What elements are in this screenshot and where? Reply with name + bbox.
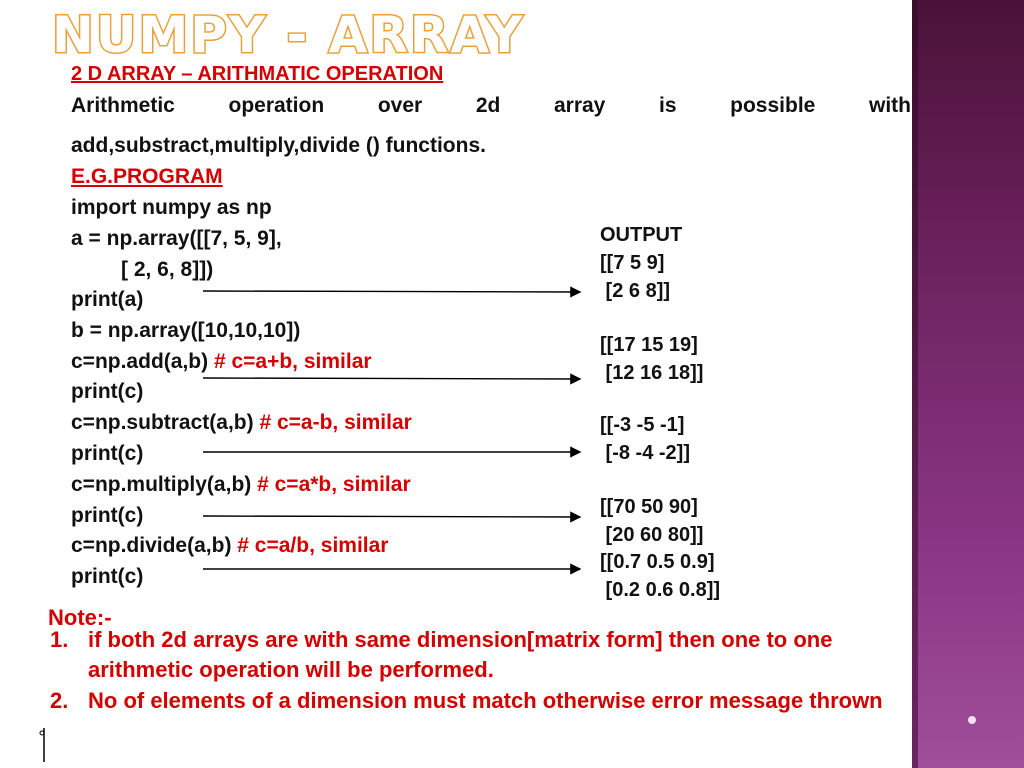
intro-word: array (553, 94, 606, 117)
code-line: import numpy as np (71, 196, 272, 219)
code-comment: # c=a+b, similar (213, 350, 372, 373)
note-number: 2. (50, 688, 69, 713)
code-line: [ 2, 6, 8]]) (121, 258, 214, 281)
code-statement: c=np.subtract(a,b) (71, 411, 254, 434)
intro-word: 2d (475, 94, 501, 117)
code-line: print(c) (71, 442, 144, 465)
section-heading: 2 D ARRAY – ARITHMATIC OPERATION (71, 63, 444, 85)
arrow-print-add (203, 378, 580, 379)
code-comment: # c=a-b, similar (259, 411, 412, 434)
code-statement: c=np.divide(a,b) (71, 534, 232, 557)
output-line: [0.2 0.6 0.8]] (600, 579, 721, 601)
output-line: [[70 50 90] (600, 496, 698, 518)
code-statement: c=np.multiply(a,b) (71, 473, 252, 496)
code-line: a = np.array([[7, 5, 9], (71, 227, 282, 250)
slide-title: NUMPY - ARRAY (52, 6, 525, 64)
output-line: [[-3 -5 -1] (600, 414, 685, 436)
output-line: [[7 5 9] (600, 252, 665, 274)
code-comment: # c=a/b, similar (237, 534, 389, 557)
output-line: [[17 15 19] (600, 334, 698, 356)
code-line: print(c) (71, 380, 144, 403)
note-text: arithmetic operation will be performed. (88, 657, 494, 682)
code-line: b = np.array([10,10,10]) (71, 319, 301, 342)
intro-word: Arithmetic (71, 94, 175, 117)
output-line: [12 16 18]] (600, 362, 704, 384)
code-comment: # c=a*b, similar (257, 473, 411, 496)
output-line: [-8 -4 -2]] (600, 442, 690, 464)
code-line: print(a) (71, 288, 144, 311)
note-text: No of elements of a dimension must match otherwise error message thrown (88, 688, 883, 713)
note-text: if both 2d arrays are with same dimension[matrix form] then one to one (88, 627, 833, 652)
decorative-dot-icon (968, 716, 976, 724)
output-line: [[0.7 0.5 0.9] (600, 551, 715, 573)
intro-word: with (869, 94, 911, 117)
code-line: print(c) (71, 565, 144, 588)
note-label: Note:- (48, 605, 112, 630)
code-statement: c=np.add(a,b) (71, 350, 209, 373)
intro-word: possible (730, 94, 816, 117)
output-line: [20 60 80]] (600, 524, 704, 546)
arrow-print-multiply (203, 516, 580, 517)
program-label: E.G.PROGRAM (71, 165, 223, 188)
code-line: print(c) (71, 504, 144, 527)
output-label: OUTPUT (600, 224, 683, 246)
intro-word: operation (228, 94, 325, 117)
intro-word: is (659, 94, 677, 117)
output-line: [2 6 8]] (600, 280, 671, 302)
arrow-print-a (203, 291, 580, 292)
intro-word: over (377, 94, 423, 117)
text-cursor-icon (38, 724, 48, 764)
note-number: 1. (50, 627, 69, 652)
intro-line-2: add,substract,multiply,divide () functions. (71, 134, 486, 157)
